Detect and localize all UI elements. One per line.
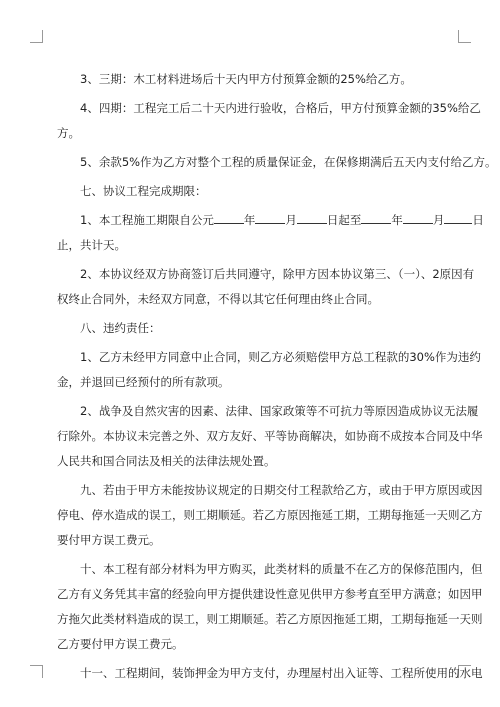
crop-mark-top-right (458, 30, 471, 43)
paragraph-breach-1-cont: 金，并退回已经预付的所有款项。 (57, 375, 230, 389)
paragraph-section-9-cont-1: 停电、停水造成的误工，则工期顺延。若乙方原因拖延工期，工期每拖延一天则乙方 (57, 508, 483, 522)
crop-mark-top-left (30, 30, 43, 43)
paragraph-phase-3: 3、三期：木工材料进场后十天内甲方付预算金额的25%给乙方。 (80, 72, 412, 86)
blank-day-2 (444, 212, 472, 224)
paragraph-agreement: 2、本协议经双方协商签订后共同遵守，除甲方因本协议第三、（一）、2原因有 (80, 267, 475, 281)
blank-day-1 (297, 212, 327, 224)
paragraph-breach-2: 2、战争及自然灾害的因素、法律、国家政策等不可抗力等原因造成协议无法履 (80, 404, 479, 418)
paragraph-agreement-cont: 权终止合同外，未经双方同意，不得以其它任何理由终止合同。 (57, 292, 379, 306)
paragraph-section-11: 十一、工程期间，装饰押金为甲方支付，办理屋村出入证等、工程所使用的水电 (80, 666, 483, 680)
paragraph-section-10: 十、本工程有部分材料为甲方购买，此类材料的质量不在乙方的保修范围内，但 (80, 562, 483, 576)
blank-year-1 (214, 212, 244, 224)
paragraph-section-9: 九、若由于甲方未能按协议规定的日期交付工程款给乙方，或由于甲方原因或因 (80, 483, 483, 497)
crop-mark-bottom-left (30, 665, 43, 678)
paragraph-period-cont: 止，共计天。 (57, 238, 126, 252)
paragraph-period: 1、本工程施工期限自公元 年 月 日起至 年 月 日 (80, 213, 484, 227)
paragraph-phase-4-cont: 方。 (57, 126, 80, 140)
section-heading-8: 八、违约责任： (80, 321, 161, 335)
paragraph-section-10-cont-1: 乙方有义务凭其丰富的经验向甲方提供建设性意见供甲方参考直至甲方满意；如因甲 (57, 587, 483, 601)
paragraph-section-10-cont-2: 方拖欠此类材料造成的误工，则工期顺延。若乙方原因拖延工期，工期每拖延一天则 (57, 612, 483, 626)
paragraph-breach-2-cont-2: 人民共和国合同法及相关的法律法规处置。 (57, 454, 276, 468)
document-body (57, 67, 497, 686)
blank-month-1 (255, 212, 285, 224)
paragraph-section-10-cont-3: 乙方要付甲方误工费元。 (57, 637, 184, 651)
paragraph-balance: 5、余款5%作为乙方对整个工程的质量保证金，在保修期满后五天内支付给乙方。 (80, 155, 497, 169)
paragraph-breach-1: 1、乙方未经甲方同意中止合同，则乙方必须赔偿甲方总工程款的30%作为违约 (80, 350, 481, 364)
paragraph-phase-4: 4、四期：工程完工后二十天内进行验收，合格后，甲方付预算金额的35%给乙 (80, 101, 481, 115)
section-heading-7: 七、协议工程完成期限： (80, 184, 207, 198)
paragraph-section-9-cont-2: 要付甲方误工费元。 (57, 533, 161, 547)
paragraph-breach-2-cont-1: 行除外。本协议未完善之外、双方友好、平等协商解决，如协商不成按本合同及中华 (57, 429, 483, 443)
blank-year-2 (361, 212, 391, 224)
blank-month-2 (403, 212, 433, 224)
